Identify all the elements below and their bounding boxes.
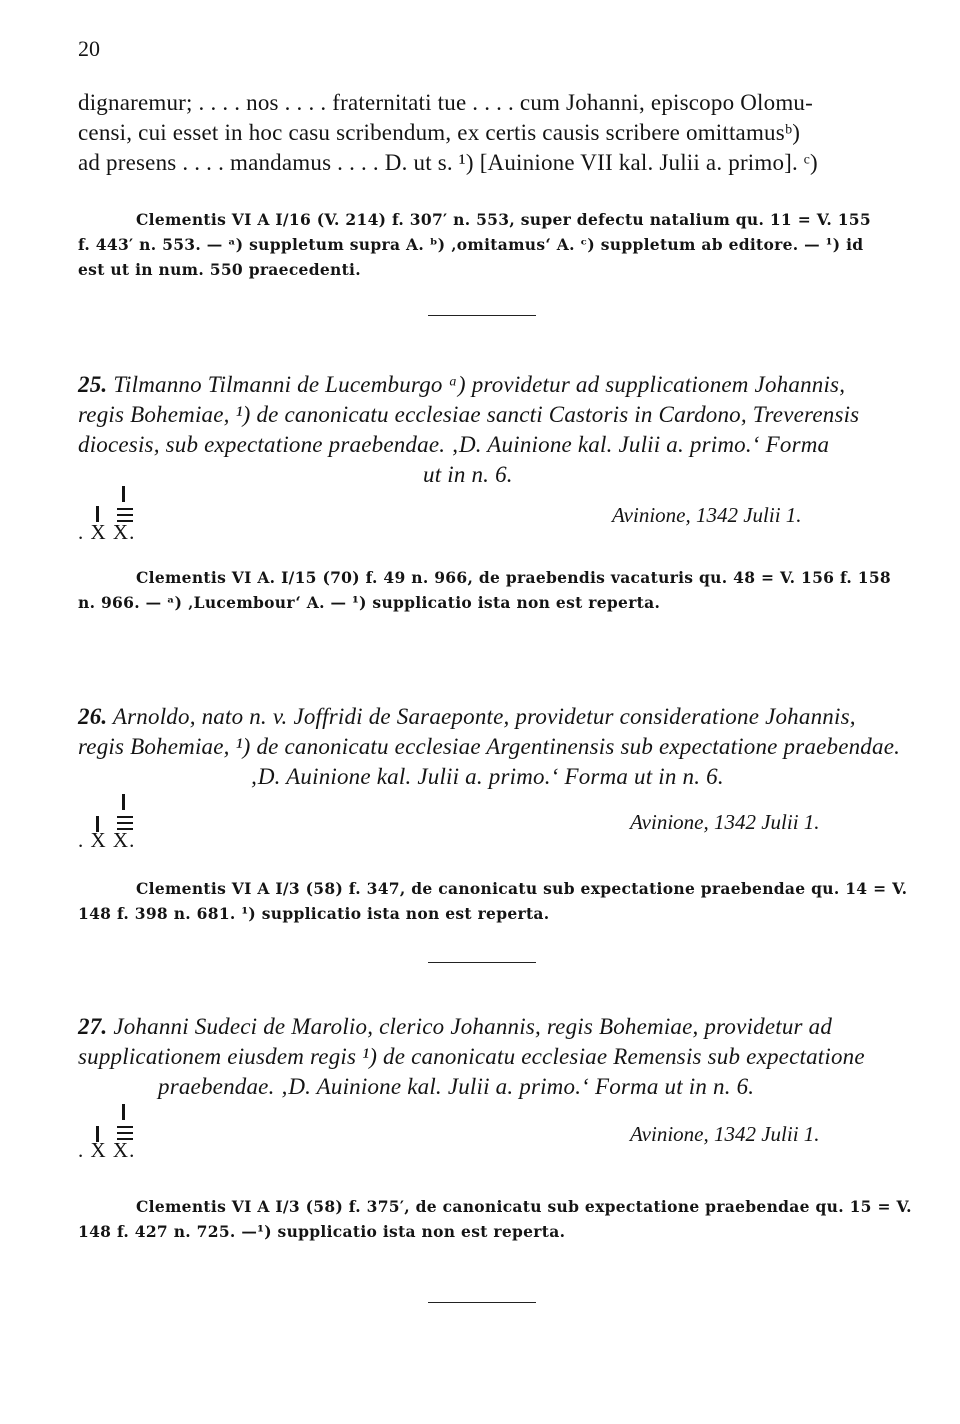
entry-27-line-3: praebendae. ‚D. Auinione kal. Julii a. primo.‘ Forma ut in n. 6. xyxy=(158,1074,755,1099)
entry-25-line-2: regis Bohemiae, ¹) de canonicatu ecclesiae sancti Castoris in Cardono, Treverensis xyxy=(78,402,860,427)
intro-note-2: f. 443′ n. 553. — ᵃ) suppletum supra A. ᵇ) ‚omitamus‘ A. ᶜ) suppletum ab editore. — ¹) id xyxy=(78,235,864,254)
entry-26-note-2: 148 f. 398 n. 681. ¹) supplicatio ista non est reperta. xyxy=(78,904,550,923)
entry-25-note-2: n. 966. — ᵃ) ‚Lucembour‘ A. — ¹) supplicatio ista non est reperta. xyxy=(78,593,661,612)
entry-27-line-2: supplicationem eiusdem regis ¹) de canonicatu ecclesiae Remensis sub expectatione xyxy=(78,1044,865,1069)
entry-number: 27. xyxy=(78,1014,108,1039)
roman-numeral-sign: . X X. xyxy=(78,472,188,562)
entry-26-note-1: Clementis VI A I/3 (58) f. 347, de canonicatu sub expectatione praebendae qu. 14 = V. xyxy=(136,879,908,898)
intro-line-2: censi, cui esset in hoc casu scribendum, ex certis causis scribere omittamusᵇ) xyxy=(78,120,801,145)
entry-25-line-3: diocesis, sub expectatione praebendae. ‚D. Auinione kal. Julii a. primo.‘ Forma xyxy=(78,432,830,457)
entry-25-line-1: 25. Tilmanno Tilmanni de Lucemburgo ᵃ) providetur ad supplicationem Johannis, xyxy=(78,372,846,397)
entry-26-line-3: ‚D. Auinione kal. Julii a. primo.‘ Forma ut in n. 6. xyxy=(250,764,724,789)
entry-27-note-1: Clementis VI A I/3 (58) f. 375′, de canonicatu sub expectatione praebendae qu. 15 = V. xyxy=(136,1197,912,1216)
entry-27-line-1: 27. Johanni Sudeci de Marolio, clerico Johannis, regis Bohemiae, providetur ad xyxy=(78,1014,833,1039)
entry-number: 26. xyxy=(78,704,108,729)
intro-note-3: est ut in num. 550 praecedenti. xyxy=(78,260,361,279)
separator-rule xyxy=(428,1302,536,1303)
intro-line-1: dignaremur; . . . . nos . . . . fraternitati tue . . . . cum Johanni, episcopo Olomu- xyxy=(78,90,813,115)
entry-25-note-1: Clementis VI A. I/15 (70) f. 49 n. 966, de praebendis vacaturis qu. 48 = V. 156 f. 158 xyxy=(136,568,892,587)
entry-26-date: Avinione, 1342 Julii 1. xyxy=(630,810,820,834)
entry-27-date: Avinione, 1342 Julii 1. xyxy=(630,1122,820,1146)
separator-rule xyxy=(428,315,536,316)
page-number: 20 xyxy=(78,36,100,61)
entry-26-line-1: 26. Arnoldo, nato n. v. Joffridi de Saraeponte, providetur consideratione Johannis, xyxy=(78,704,856,729)
entry-25-line-4: ut in n. 6. xyxy=(423,462,513,487)
entry-25-date: Avinione, 1342 Julii 1. xyxy=(612,503,802,527)
intro-line-3: ad presens . . . . mandamus . . . . D. ut s. ¹) [Auinione VII kal. Julii a. primo]. ᶜ) xyxy=(78,150,818,175)
separator-rule xyxy=(428,962,536,963)
roman-numeral-sign: . X X. xyxy=(78,1096,188,1186)
entry-number: 25. xyxy=(78,372,108,397)
intro-note-1: Clementis VI A I/16 (V. 214) f. 307′ n. 553, super defectu natalium qu. 11 = V. 155 xyxy=(136,210,871,229)
entry-27-note-2: 148 f. 427 n. 725. —¹) supplicatio ista non est reperta. xyxy=(78,1222,566,1241)
entry-26-line-2: regis Bohemiae, ¹) de canonicatu ecclesiae Argentinensis sub expectatione praebendae. xyxy=(78,734,901,759)
roman-numeral-sign: . X X. xyxy=(78,786,188,876)
